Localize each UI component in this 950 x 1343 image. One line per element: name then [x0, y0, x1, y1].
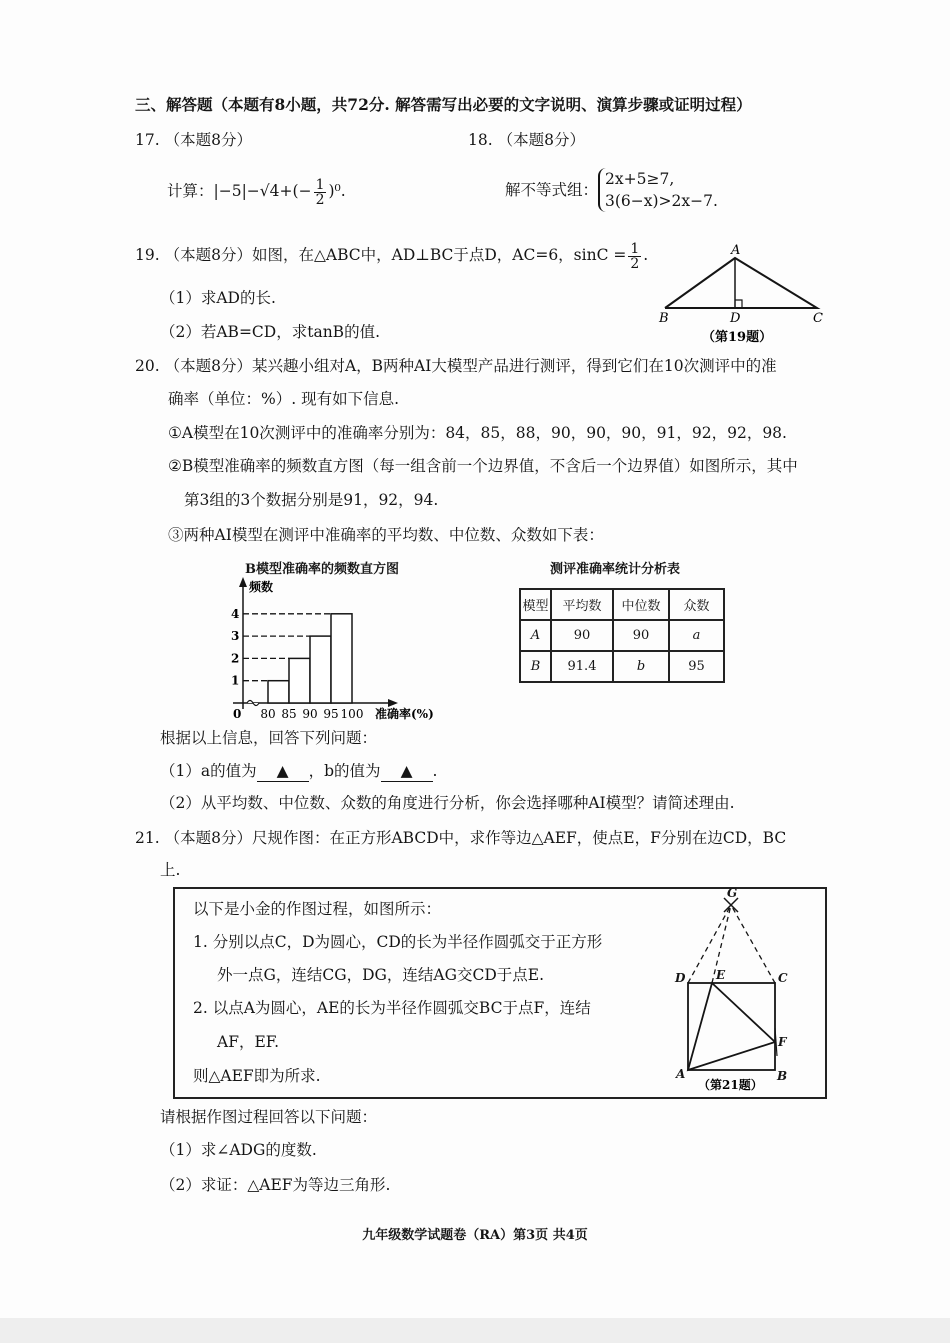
q21-sub1: （1）求∠ADG的度数. — [160, 1141, 317, 1159]
cell: A — [520, 620, 551, 651]
histogram-bar — [289, 658, 310, 703]
box-line: 1. 分别以点C，D为圆心，CD的长为半径作圆弧交于正方形 — [193, 933, 603, 951]
header-model: 模型 — [520, 589, 551, 620]
label-a: A — [731, 243, 741, 258]
q19-caption: （第19题） — [702, 330, 773, 345]
q17-expr-b: )⁰. — [328, 182, 346, 200]
q20-number: 20. — [135, 357, 160, 375]
axis-break — [247, 701, 259, 706]
inequality-system — [598, 168, 718, 212]
x-tick-label: 95 — [323, 707, 339, 721]
q17-fraction — [314, 178, 327, 207]
q19-sub1: （1）求AD的长. — [160, 289, 276, 307]
y-tick-label: 2 — [231, 651, 240, 666]
scan-bottom-edge — [0, 1318, 950, 1343]
q20-score: （本题8分） — [164, 357, 252, 375]
q18-header — [468, 130, 585, 150]
q17-number: 17. — [135, 131, 160, 149]
label-d: D — [730, 311, 741, 326]
page-footer: 九年级数学试题卷（RA）第3页 共4页 — [362, 1228, 588, 1243]
x-axis-arrow — [388, 699, 398, 707]
q17-expr-a: |−5|−√4+(− — [213, 182, 312, 200]
label-c: C — [778, 971, 788, 985]
q19-triangle-figure — [650, 240, 840, 350]
table-row — [520, 651, 724, 682]
q20-sub2: （2）从平均数、中位数、众数的角度进行分析，你会选择哪种AI模型？请简述理由. — [160, 794, 735, 812]
q21-square-figure — [670, 888, 800, 1096]
cell: B — [520, 651, 551, 682]
q21-stem2: 上. — [160, 861, 181, 879]
q20-info2b: 第3组的3个数据分别是91，92，94. — [184, 491, 439, 509]
stat-table — [519, 588, 725, 683]
q18-prefix: 解不等式组： — [505, 181, 599, 199]
header-mean: 平均数 — [551, 589, 613, 620]
y-tick-label: 1 — [231, 673, 240, 688]
q17-score: （本题8分） — [164, 131, 252, 149]
q17-prefix: 计算： — [167, 182, 214, 200]
label-e: E — [716, 968, 726, 982]
label-g: G — [727, 888, 738, 900]
q21-caption: （第21题） — [698, 1078, 763, 1092]
x-axis-label: 准确率(%) — [375, 707, 434, 721]
box-line: 则△AEF即为所求. — [193, 1067, 321, 1085]
table-header-row — [520, 589, 724, 620]
q17-header — [135, 130, 252, 150]
cell: 90 — [613, 620, 669, 651]
histogram-title: B模型准确率的频数直方图 — [245, 562, 399, 577]
box-line: 以下是小金的作图过程，如图所示： — [193, 900, 442, 918]
x-tick-label: 80 — [260, 707, 276, 721]
q19-fraction — [628, 242, 641, 271]
ineq-2: 3(6−x)>2x−7. — [605, 192, 718, 210]
q21-number: 21. — [135, 829, 160, 847]
q20-stem1: 某兴趣小组对A，B两种AI大模型产品进行测评，得到它们在10次测评中的准 — [251, 357, 777, 375]
histogram-bar — [310, 636, 331, 703]
q19-stem — [135, 240, 648, 271]
sub1-a: （1）a的值为 — [160, 762, 257, 780]
box-line: 2. 以点A为圆心，AE的长为半径作圆弧交BC于点F，连结 — [193, 999, 591, 1017]
q20-sub1 — [160, 761, 437, 782]
y-axis-label: 频数 — [249, 580, 274, 594]
label-b: B — [659, 311, 669, 326]
header-mode: 众数 — [669, 589, 724, 620]
cell: 95 — [669, 651, 724, 682]
label-a: A — [676, 1067, 686, 1081]
q19-stem-end: . — [643, 246, 649, 264]
x-tick-label: 100 — [340, 707, 364, 721]
label-f: F — [778, 1035, 787, 1049]
x-tick-label: 90 — [302, 707, 318, 721]
q19-stem-text: 如图，在△ABC中，AD⊥BC于点D，AC=6，sinC = — [251, 246, 627, 264]
q21-sub2: （2）求证：△AEF为等边三角形. — [160, 1176, 391, 1194]
histogram-bar — [331, 614, 352, 703]
cell: b — [613, 651, 669, 682]
cell: 90 — [551, 620, 613, 651]
q19-number: 19. — [135, 246, 160, 264]
q20-stem2: 确率（单位：%）. 现有如下信息. — [168, 390, 400, 408]
q18-score: （本题8分） — [497, 131, 585, 149]
frac-num: 1 — [630, 240, 640, 257]
histogram-bar — [268, 681, 289, 703]
q20-info2a: ②B模型准确率的频数直方图（每一组含前一个边界值，不含后一个边界值）如图所示，其中 — [168, 457, 798, 475]
q21-prompt: 请根据作图过程回答以下问题： — [160, 1108, 378, 1126]
sub1-b: ，b的值为 — [308, 762, 381, 780]
histogram-chart — [220, 575, 450, 725]
q21-score: （本题8分） — [164, 829, 252, 847]
q18-system — [505, 168, 718, 212]
x-tick-label: 85 — [281, 707, 297, 721]
label-b: B — [777, 1069, 788, 1083]
section-title: 三、解答题（本题有8小题，共72分. 解答需写出必要的文字说明、演算步骤或证明过程） — [135, 95, 752, 114]
q19-sub2: （2）若AB=CD，求tanB的值. — [160, 323, 380, 341]
y-tick-label: 3 — [231, 629, 240, 644]
box-line: AF，EF. — [217, 1033, 280, 1051]
ineq-1: 2x+5≥7, — [605, 170, 675, 188]
q21-stem1: 尺规作图：在正方形ABCD中，求作等边△AEF，使点E，F分别在边CD，BC — [251, 829, 787, 847]
answer-blank-a[interactable]: ▲ — [257, 761, 309, 782]
stat-table-title: 测评准确率统计分析表 — [550, 562, 681, 577]
q20-info1: ①A模型在10次测评中的准确率分别为：84，85，88，90，90，90，91，92，92，98. — [168, 424, 787, 442]
q20-info3: ③两种AI模型在测评中准确率的平均数、中位数、众数如下表： — [168, 526, 604, 544]
q18-number: 18. — [468, 131, 493, 149]
y-axis-arrow — [239, 577, 247, 587]
box-line: 外一点G，连结CG，DG，连结AG交CD于点E. — [217, 966, 545, 984]
q20-stem — [135, 356, 777, 376]
y-tick-label: 4 — [231, 606, 240, 621]
q19-score: （本题8分） — [164, 246, 252, 264]
frac-den: 2 — [630, 255, 640, 272]
label-c: C — [813, 311, 823, 326]
cell: a — [669, 620, 724, 651]
frac-num: 1 — [315, 176, 325, 193]
origin-label: 0 — [233, 707, 242, 721]
sub1-c: . — [432, 762, 438, 780]
frac-den: 2 — [315, 191, 325, 208]
q20-prompt: 根据以上信息，回答下列问题： — [160, 729, 378, 747]
answer-blank-b[interactable]: ▲ — [381, 761, 433, 782]
table-row — [520, 620, 724, 651]
cell: 91.4 — [551, 651, 613, 682]
label-d: D — [675, 971, 686, 985]
q21-stem — [135, 828, 786, 848]
header-median: 中位数 — [613, 589, 669, 620]
q17-expression — [167, 176, 346, 207]
